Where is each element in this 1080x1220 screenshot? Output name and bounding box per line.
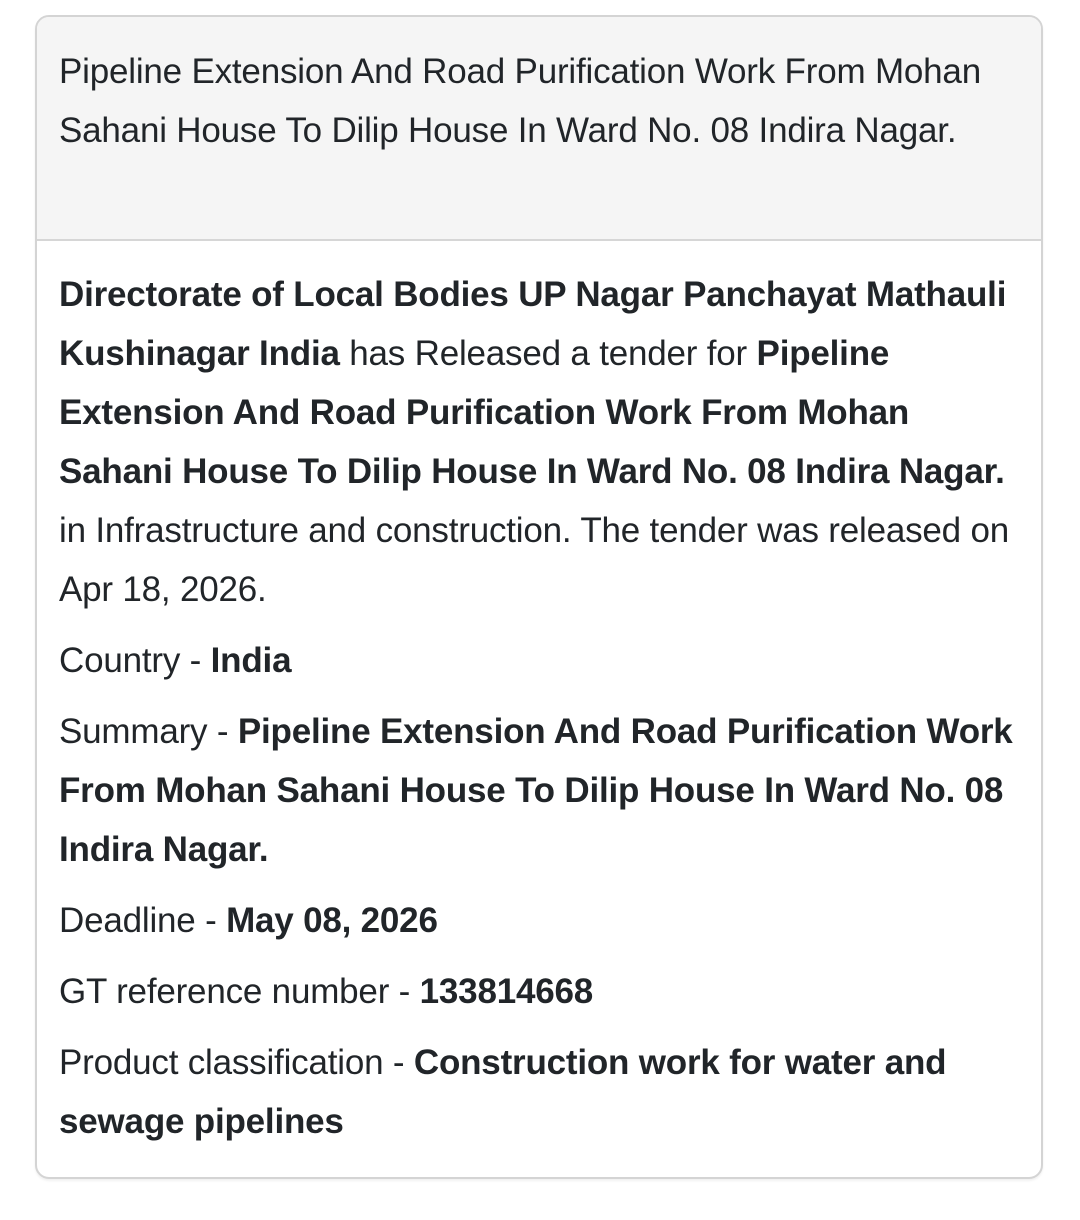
tender-card-body <box>37 241 1041 1151</box>
detail-value: India <box>210 641 292 680</box>
detail-value: 133814668 <box>419 972 594 1011</box>
description-text-1: has Released a tender for <box>339 334 757 373</box>
tender-title: Pipeline Extension And Road Purification Work From Mohan Sahani House To Dilip House In Ward No. 08 Indira Nagar. <box>59 52 981 150</box>
detail-deadline <box>59 891 1019 950</box>
detail-label: Deadline - <box>59 901 227 940</box>
description-text-2: in Infrastructure and construction. The tender was released on Apr 18, 2026. <box>59 511 1009 609</box>
detail-product-classification <box>59 1033 1019 1151</box>
detail-label: Product classification - <box>59 1043 414 1082</box>
detail-label: Summary - <box>59 712 238 751</box>
detail-value: Construction work for water and sewage pipelines <box>59 1043 947 1141</box>
detail-label: Country - <box>59 641 211 680</box>
tender-description <box>59 265 1019 619</box>
detail-country <box>59 631 1019 690</box>
organization-name: Directorate of Local Bodies UP Nagar Panchayat Mathauli Kushinagar India <box>59 275 1007 373</box>
tender-card-header <box>37 17 1041 241</box>
detail-summary <box>59 702 1019 879</box>
detail-value: Pipeline Extension And Road Purification Work From Mohan Sahani House To Dilip House In Ward No. 08 Indira Nagar. <box>59 712 1013 869</box>
detail-value: May 08, 2026 <box>226 901 438 940</box>
tender-card <box>35 15 1043 1179</box>
description-tender-title: Pipeline Extension And Road Purification Work From Mohan Sahani House To Dilip House In Ward No. 08 Indira Nagar. <box>59 334 1005 491</box>
detail-gt-reference <box>59 962 1019 1021</box>
detail-label: GT reference number - <box>59 972 420 1011</box>
